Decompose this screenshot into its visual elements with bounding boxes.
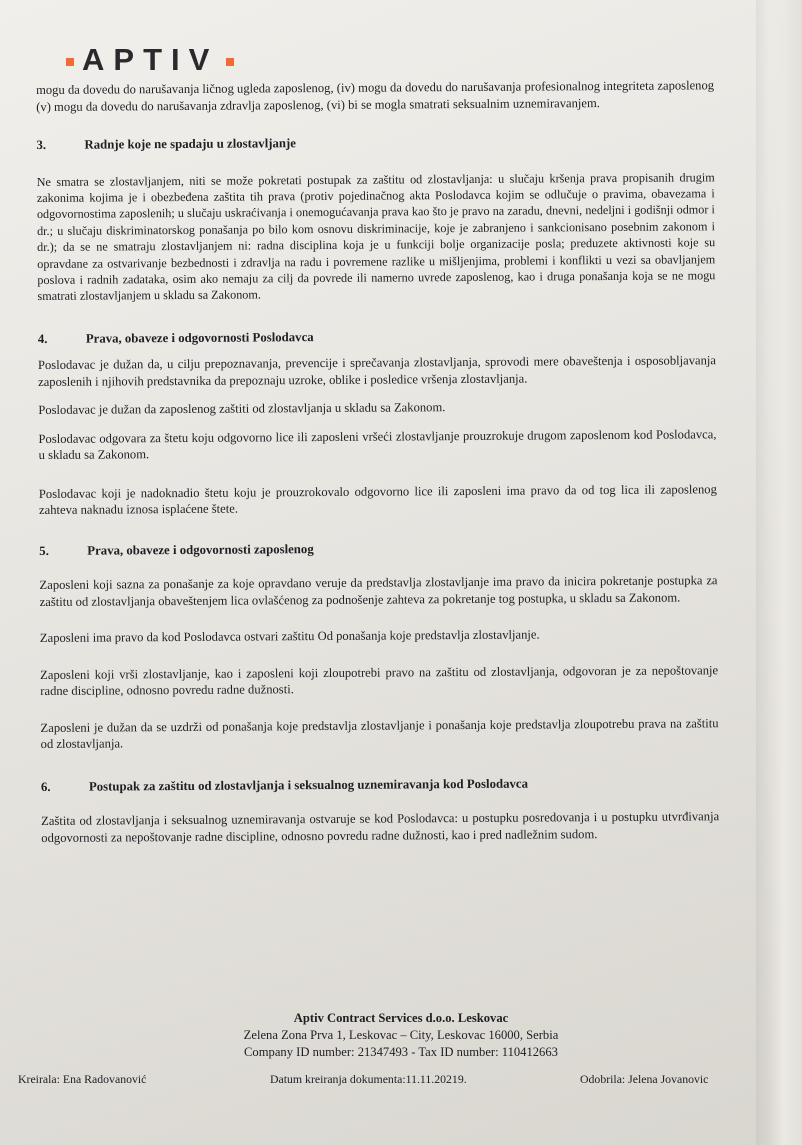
section-number: 4. [37,331,48,346]
paper-edge-shadow [756,0,802,1145]
section-3-heading [36,132,714,153]
approved-by: Odobrila: Jelena Jovanovic [580,1072,709,1086]
created-by: Kreirala: Ena Radovanović [18,1072,147,1086]
section-5-paragraph-2: Zaposleni ima pravo da kod Poslodavca ostvari zaštitu Od ponašanja koje predstavlja zlostavljanje. [39,627,540,646]
logo-text: APTIV [82,42,219,77]
section-number: 6. [40,779,51,794]
section-4-heading [38,326,716,347]
section-3-paragraph: Ne smatra se zlostavljanjem, niti se može pokretati postupak za zaštitu od zlostavljanja: u slučaju kršenja prava propisanih drugim zakonima kojima je i obezbeđena zaštita tih prava (protiv pojedinačnog akta Poslodavca kojim se odlučuje o pravima, obavezama i odgovornostima zaposlenih; u slučaju uskraćivanja i onemogućavanja prava kao što je pravo na zaradu, dnevni, nedeljni i godišnji odmor i dr.; u slučaju diskriminatorskog ponašanja po bilo kom osnovu diskriminacije, koje je zabranjeno i sankcionisano posebnim zakonom i dr.); da se ne smatraju zlostavljanjem ni: radna disciplina koja je u funkciji bolje organizacije posla; preduzete aktivnosti koje su opravdane za ostvarivanje bezbednosti i zdravlja na radu i povremene razlike u mišljenjima, problemi i konflikti u vezi sa obavljanjem poslova i radnih zadataka, osim ako nemaju za cilj da povrede ili namerno uvrede zaposlenog, kao i druga ponašanja koja se ne mogu smatrati zlostavljanjem u skladu sa Zakonom. [36,169,716,304]
section-4-paragraph-4: Poslodavac koji je nadoknadio štetu koju je prouzrokovalo odgovorno lice ili zaposleni ima pravo da od tog lica ili zaposlenog zahteva naknadu iznosa isplaćene štete. [38,482,717,518]
document-footer [0,1010,802,1061]
aptiv-logo [58,42,242,78]
section-6-paragraph: Zaštita od zlostavljanja i seksualnog uznemiravanja ostvaruje se kod Poslodavca: u postupku posredovanja i u postupku utvrđivanja odgovornosti za nepoštovanje radne discipline, odnosno povredu radne dužnosti, kao i pred nadležnim sudom. [41,809,720,845]
document-body [36,77,719,846]
logo-dot-right-icon [226,58,234,66]
section-number: 3. [36,137,47,152]
section-title: Prava, obaveze i odgovornosti Poslodavca [85,329,314,346]
intro-paragraph: mogu da dovedu do narušavanja ličnog ugleda zaposlenog, (iv) mogu da dovedu do narušavanja profesionalnog integriteta zaposlenog (v) mogu da dovedu do narušavanja zdravlja zaposlenog, (vi) bi se mogla smatrati seksualnim uznemiravanjem. [36,78,715,114]
section-4-paragraph-1: Poslodavac je dužan da, u cilju prepoznavanja, prevencije i sprečavanja zlostavljanja, sprovodi mere obaveštenja i osposobljavanja zaposlenih i njihovih predstavnika da prepoznaju uzroke, oblike i posledice vršenja zlostavljanja. [37,353,717,389]
footer-company: Aptiv Contract Services d.o.o. Leskovac [293,1011,509,1025]
section-4-paragraph-2: Poslodavac je dužan da zaposlenog zaštiti od zlostavljanja u skladu sa Zakonom. [38,400,446,418]
footer-address: Zelena Zona Prva 1, Leskovac – City, Leskovac 16000, Serbia [243,1028,559,1042]
section-number: 5. [39,543,49,558]
section-5-paragraph-4: Zaposleni je dužan da se uzdrži od ponašanja koje predstavlja zlostavljanje i ponašanja koje predstavlja zloupotrebu prava na zaštitu od zlostavljanja. [40,716,719,752]
section-title: Radnje koje ne spadaju u zlostavljanje [84,136,297,152]
section-5-paragraph-3: Zaposleni koji vrši zlostavljanje, kao i zaposleni koji zloupotrebi pravo na zaštitu od zlostavljanja, odgovoran je za nepoštovanje radne discipline, odnosno povredu radne dužnosti. [40,663,719,699]
creation-date: Datum kreiranja dokumenta:11.11.20219. [270,1072,467,1086]
section-title: Prava, obaveze i odgovornosti zaposlenog [87,541,314,558]
section-5-heading [39,538,717,559]
footer-ids: Company ID number: 21347493 - Tax ID number: 110412663 [244,1045,558,1059]
section-5-paragraph-1: Zaposleni koji sazna za ponašanje za koje opravdano veruje da predstavlja zlostavljanje ima pravo da inicira pokretanje postupka za zaštitu od zlostavljanja obaveštenjem lica ovlašćenog za podnošenje zahteva za pokretanje tog postupka, u skladu sa Zakonom. [39,573,718,609]
section-title: Postupak za zaštitu od zlostavljanja i seksualnog uznemiravanja kod Poslodavca [88,776,529,794]
section-4-paragraph-3: Poslodavac odgovara za štetu koju odgovorno lice ili zaposleni vršeći zlostavljanje prouzrokuje drugom zaposlenom kod Poslodavca, u skladu sa Zakonom. [38,427,717,463]
logo-dot-left-icon [66,58,74,66]
section-6-heading [41,774,719,795]
